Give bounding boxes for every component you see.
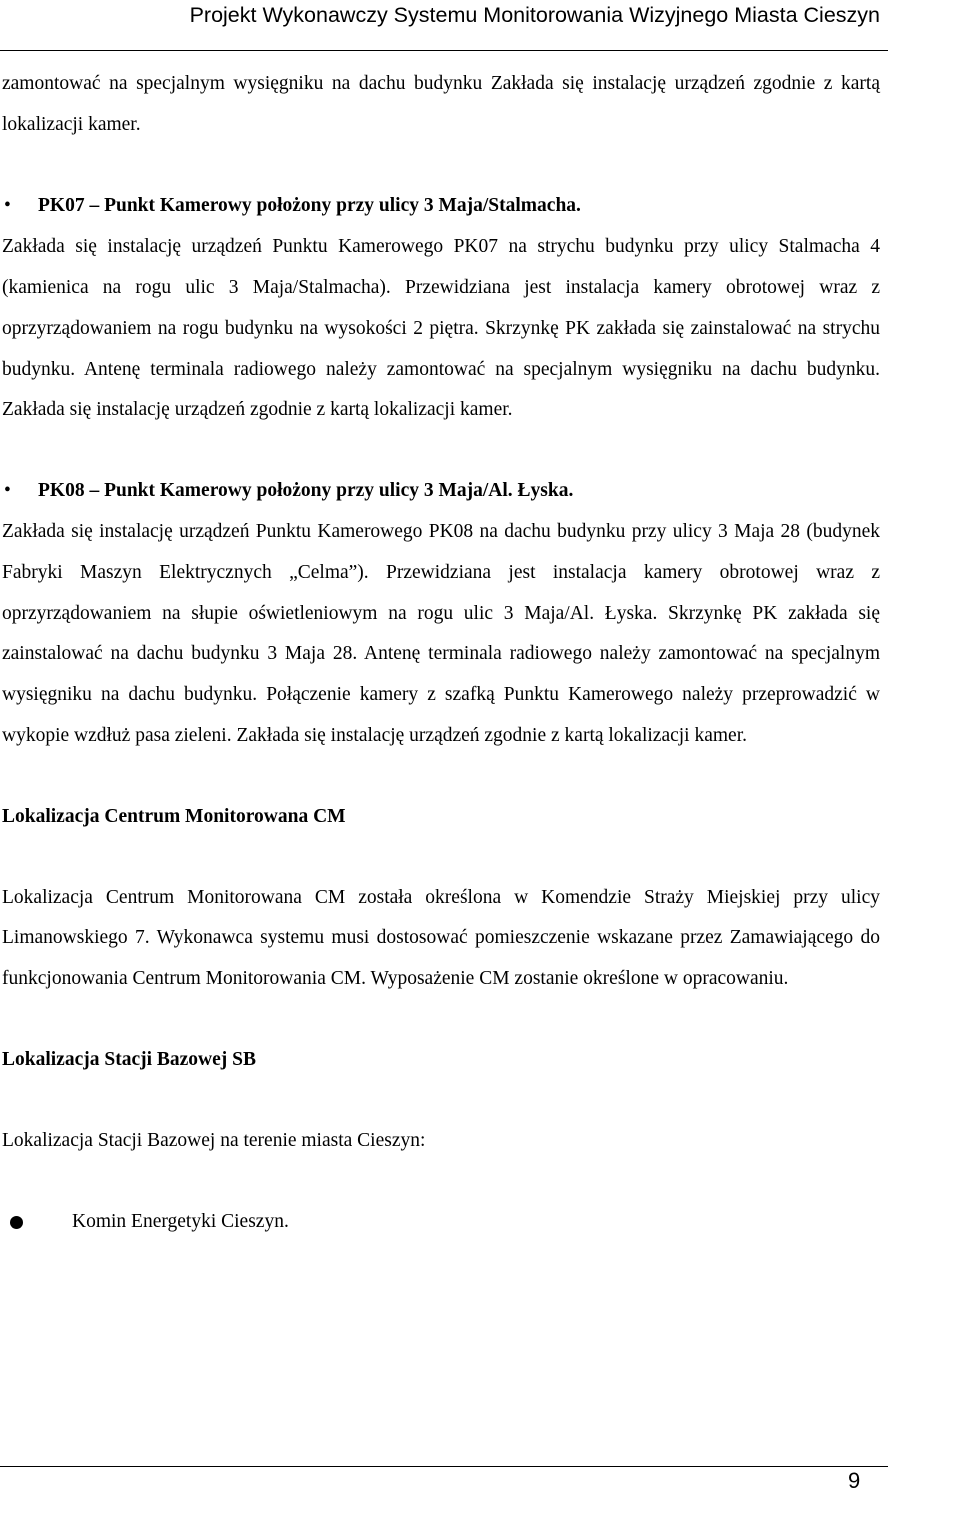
list-item (2, 1202, 880, 1243)
pk08-title: PK08 – Punkt Kamerowy położony przy ulicy 3 Maja/Al. Łyska. (38, 480, 574, 502)
bullet-icon (10, 1216, 23, 1229)
pk07-heading (2, 186, 880, 227)
sb-heading: Lokalizacja Stacji Bazowej SB (2, 1048, 257, 1070)
list-item-label: Komin Energetyki Cieszyn. (72, 1210, 289, 1232)
sb-paragraph: Lokalizacja Stacji Bazowej na terenie miasta Cieszyn: (2, 1129, 426, 1151)
page-header (0, 0, 888, 51)
intro-paragraph: zamontować na specjalnym wysięgniku na dachu budynku Zakłada się instalację urządzeń zgodnie z kartą lokalizacji kamer. (2, 73, 880, 135)
bullet-icon: • (4, 195, 11, 217)
document-title: Projekt Wykonawczy Systemu Monitorowania Wizyjnego Miasta Cieszyn (189, 3, 880, 27)
document-body (2, 64, 880, 1242)
bullet-icon: • (4, 480, 11, 502)
pk07-title: PK07 – Punkt Kamerowy położony przy ulicy 3 Maja/Stalmacha. (38, 195, 581, 217)
pk08-paragraph: Zakłada się instalację urządzeń Punktu Kamerowego PK08 na dachu budynku przy ulicy 3 Maja 28 (budynek Fabryki Maszyn Elektrycznych „Celma”). Przewidziana jest instalacja kamery obrotowej wraz z oprzyrządowaniem na słupie oświetleniowym na rogu ulic 3 Maja/Al. Łyska. Skrzynkę PK zakłada się zainstalować na dachu budynku 3 Maja 28. Antenę terminala radiowego należy zamontować na specjalnym wysięgniku na dachu budynku. Połączenie kamery z szafką Punktu Kamerowego należy przeprowadzić w wykopie wzdłuż pasa zieleni. Zakłada się instalację urządzeń zgodnie z kartą lokalizacji kamer. (2, 520, 880, 746)
pk07-paragraph: Zakłada się instalację urządzeń Punktu Kamerowego PK07 na strychu budynku przy ulicy Stalmacha 4 (kamienica na rogu ulic 3 Maja/Stalmacha). Przewidziana jest instalacja kamery obrotowej wraz z oprzyrządowaniem na rogu budynku na wysokości 2 piętra. Skrzynkę PK zakłada się zainstalować na strychu budynku. Antenę terminala radiowego należy zamontować na specjalnym wysięgniku na dachu budynku. Zakłada się instalację urządzeń zgodnie z kartą lokalizacji kamer. (2, 236, 880, 421)
pk08-heading (2, 471, 880, 512)
cm-heading: Lokalizacja Centrum Monitorowana CM (2, 805, 346, 827)
footer-divider (0, 1466, 888, 1467)
page-number: 9 (848, 1468, 861, 1493)
cm-paragraph: Lokalizacja Centrum Monitorowana CM została określona w Komendzie Straży Miejskiej przy ulicy Limanowskiego 7. Wykonawca systemu musi dostosować pomieszczenie wskazane przez Zamawiającego do funkcjonowania Centrum Monitorowania CM. Wyposażenie CM zostanie określone w opracowaniu. (2, 886, 880, 990)
